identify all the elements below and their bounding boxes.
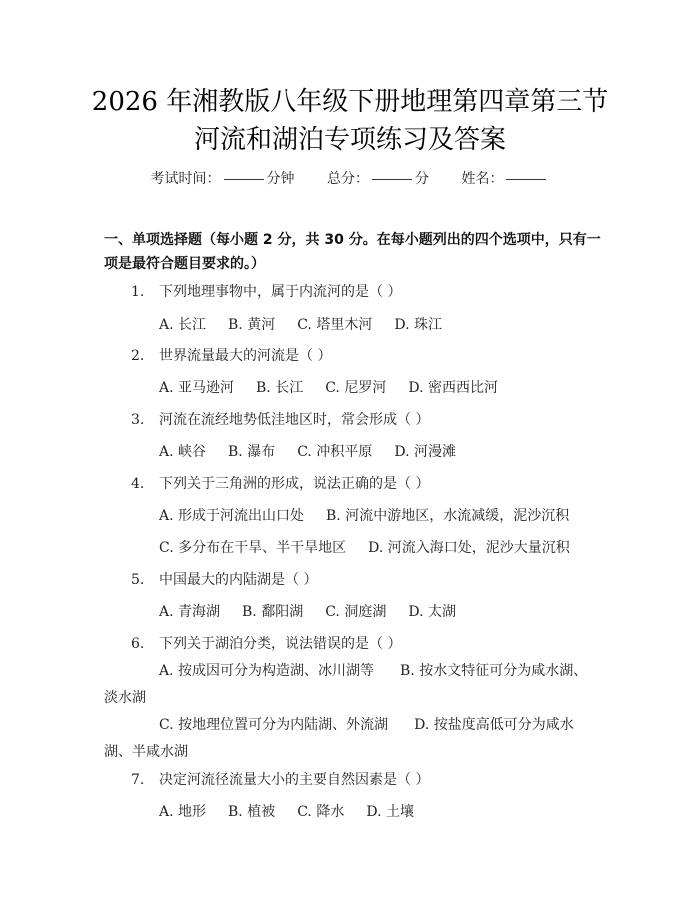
section-1-heading: 一、单项选择题（每小题 2 分，共 30 分。在每小题列出的四个选项中，只有一项是最符合题目要求的。） <box>104 232 601 272</box>
question-6-options-row-2 <box>104 712 594 766</box>
question-6-options-row-1 <box>104 658 594 712</box>
exam-time-blank <box>224 179 264 180</box>
total-score-field <box>327 171 433 187</box>
title-line-2: 河流和湖泊专项练习及答案 <box>193 125 506 155</box>
question-number: 7. <box>131 772 145 788</box>
question-6 <box>131 633 401 653</box>
question-2 <box>131 345 331 365</box>
option-d: D. 密西西比河 <box>408 380 498 396</box>
question-7-options <box>159 801 436 821</box>
option-a: A. 峡谷 <box>159 444 207 460</box>
question-4 <box>131 473 429 493</box>
question-number: 1. <box>131 284 145 300</box>
question-stem: 下列关于三角洲的形成，说法正确的是（ ） <box>159 476 430 492</box>
question-number: 5. <box>131 572 145 588</box>
title-line-1: 2026 年湘教版八年级下册地理第四章第三节 <box>91 87 609 117</box>
question-number: 4. <box>131 476 145 492</box>
option-d: D. 河流入海口处，泥沙大量沉积 <box>368 540 570 556</box>
total-score-unit: 分 <box>415 171 429 187</box>
option-a: A. 亚马逊河 <box>159 380 235 396</box>
question-stem: 决定河流径流量大小的主要自然因素是（ ） <box>159 772 430 788</box>
exam-time-label: 考试时间： <box>150 171 221 187</box>
question-stem: 世界流量最大的河流是（ ） <box>159 348 332 364</box>
option-b: B. 河流中游地区，水流减缓，泥沙沉积 <box>326 508 570 524</box>
question-5 <box>131 569 317 589</box>
option-c: C. 按地理位置可分为内陆湖、外流湖 <box>159 717 389 733</box>
student-name-blank <box>506 179 546 180</box>
option-c: C. 降水 <box>297 804 345 820</box>
option-d: D. 太湖 <box>408 604 456 620</box>
question-4-options-row-1 <box>159 505 591 525</box>
student-name-field <box>461 171 549 187</box>
option-c: C. 洞庭湖 <box>325 604 387 620</box>
question-stem: 中国最大的内陆湖是（ ） <box>159 572 318 588</box>
question-number: 3. <box>131 412 145 428</box>
question-1-options <box>159 314 464 334</box>
exam-time-unit: 分钟 <box>266 171 295 187</box>
question-7 <box>131 769 429 789</box>
option-d: D. 土壤 <box>366 804 414 820</box>
option-d: D. 珠江 <box>394 317 442 333</box>
question-2-options <box>159 377 520 397</box>
option-a: A. 长江 <box>159 317 207 333</box>
student-name-label: 姓名： <box>461 171 504 187</box>
option-b: B. 黄河 <box>228 317 276 333</box>
total-score-blank <box>372 179 412 180</box>
question-stem: 下列地理事物中，属于内流河的是（ ） <box>159 284 402 300</box>
question-stem: 河流在流经地势低洼地区时，常会形成（ ） <box>159 412 430 428</box>
exam-time-field <box>151 171 299 187</box>
question-number: 6. <box>131 636 145 652</box>
question-3 <box>131 409 429 429</box>
option-b: B. 按水文特征可分为咸水湖、淡水湖 <box>104 663 588 706</box>
option-b: B. 瀑布 <box>228 444 276 460</box>
option-c: C. 多分布在干旱、半干旱地区 <box>159 540 347 556</box>
question-3-options <box>159 441 478 461</box>
question-stem: 下列关于湖泊分类，说法错误的是（ ） <box>159 636 402 652</box>
option-d: D. 按盐度高低可分为咸水湖、半咸水湖 <box>104 717 574 760</box>
option-b: B. 植被 <box>228 804 276 820</box>
option-c: C. 冲积平原 <box>297 444 373 460</box>
question-1 <box>131 281 401 301</box>
option-a: A. 按成因可分为构造湖、冰川湖等 <box>159 663 375 679</box>
question-number: 2. <box>131 348 145 364</box>
question-4-options-row-2 <box>159 537 592 557</box>
option-a: A. 青海湖 <box>159 604 221 620</box>
option-d: D. 河漫滩 <box>394 444 456 460</box>
option-b: B. 长江 <box>256 380 304 396</box>
option-b: B. 鄱阳湖 <box>242 604 304 620</box>
exam-info <box>0 168 700 188</box>
option-c: C. 塔里木河 <box>297 317 373 333</box>
option-a: A. 形成于河流出山口处 <box>159 508 305 524</box>
option-a: A. 地形 <box>159 804 207 820</box>
total-score-label: 总分： <box>327 171 369 187</box>
question-5-options <box>159 601 478 621</box>
option-c: C. 尼罗河 <box>325 380 387 396</box>
